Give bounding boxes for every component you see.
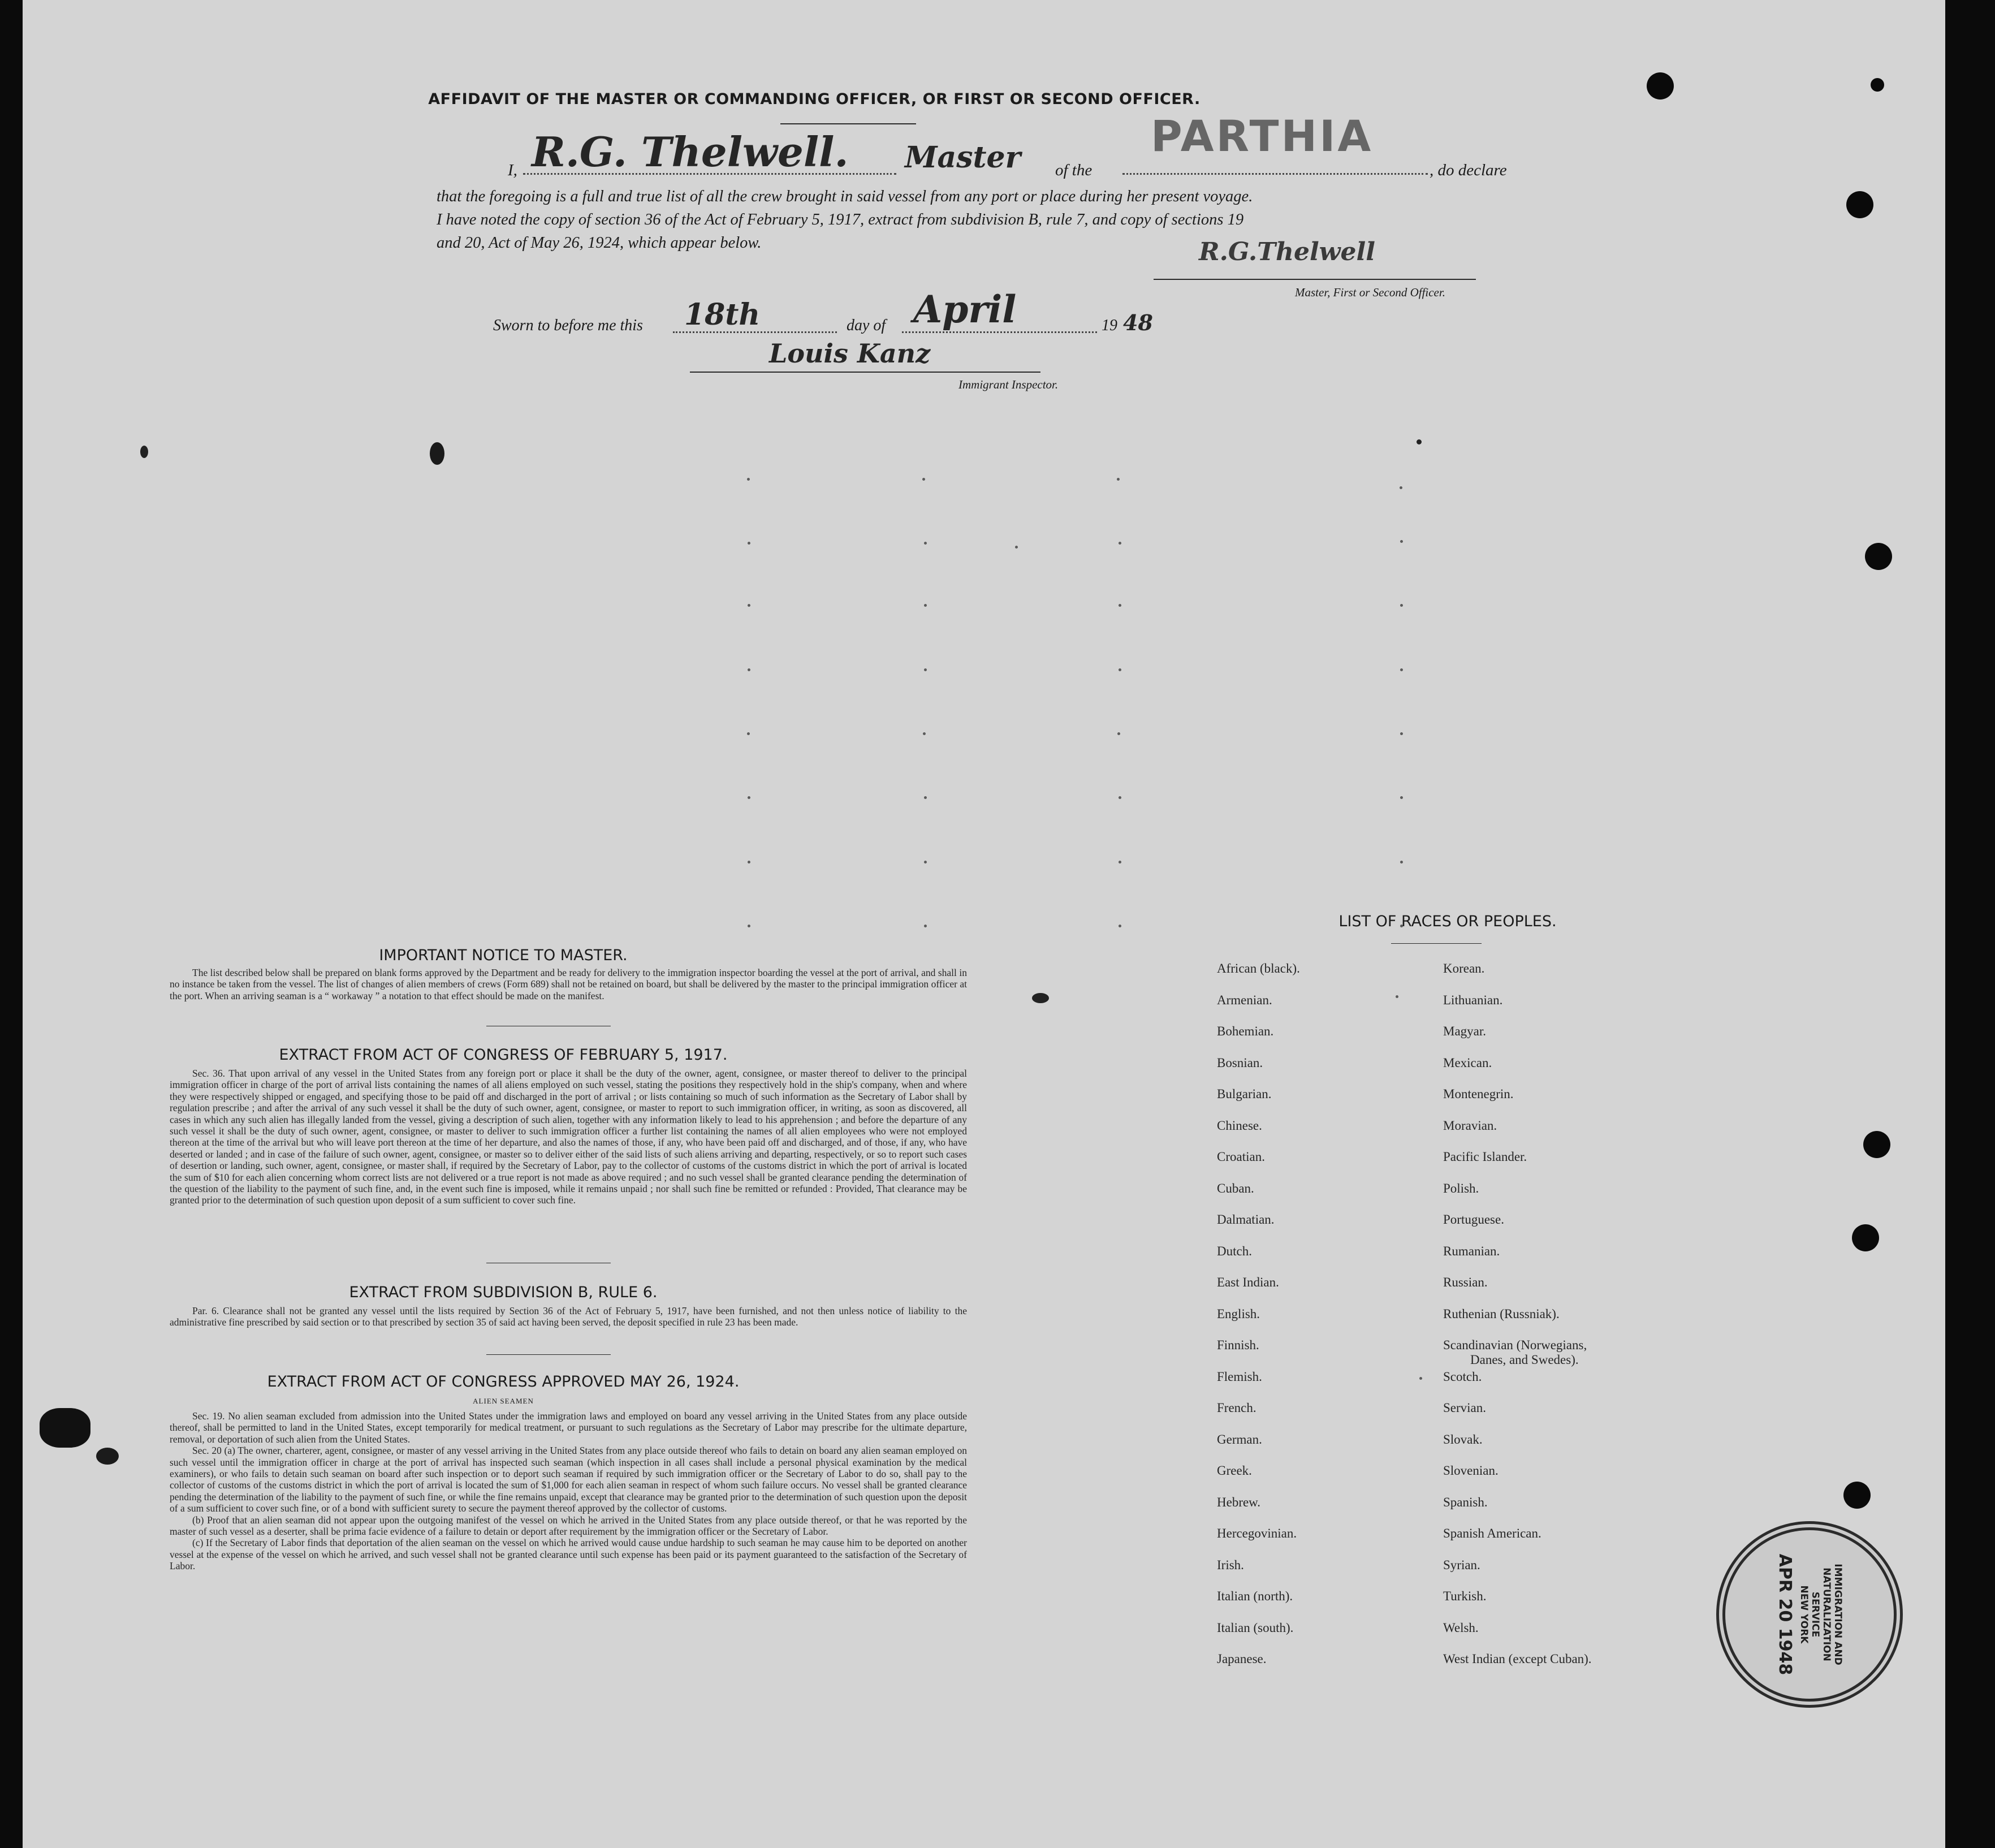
race-item: West Indian (except Cuban). [1443, 1652, 1592, 1666]
notice-title: IMPORTANT NOTICE TO MASTER. [379, 947, 628, 964]
race-item: Flemish. [1217, 1369, 1262, 1384]
immigration-date-stamp [1716, 1521, 1903, 1708]
master-name-handwritten: R.G. Thelwell. [532, 128, 849, 176]
race-item: African (black). [1217, 961, 1300, 975]
ink-blot [1032, 993, 1049, 1003]
extract-1917-title: EXTRACT FROM ACT OF CONGRESS OF FEBRUARY 5, 1917. [279, 1046, 728, 1064]
race-item: Japanese. [1217, 1652, 1267, 1666]
stamp-line: IMMIGRATION AND [1832, 1564, 1844, 1665]
race-item: Italian (south). [1217, 1620, 1294, 1635]
extract-1924-text: Sec. 19. No alien seaman excluded from admission into the United States under the immigration laws and employed on board any vessel arriving in the United States from any place outside thereof, shall be permitted to land in the United States, except temporarily for medical treatment, or pursuant to such regulations as the Secretary of Labor may prescribe for the ultimate departure, removal, or deportation of such alien from the United States. Sec. 20 (a) The owner, charterer, agent, consignee, or master of any vessel arriving in the United States from any place outside thereof who fails to detain on board any alien seaman employed on such vessel until the immigration officer in charge at the port of arrival has inspected such seaman (which inspection in all cases shall include a personal physical examination by the medical examiners), or who fails to detain such seaman on board after such inspection or to deport such seaman if required by such immigration officer or the Secretary of Labor to do so, shall pay to the collector of customs of the customs district in which the port of arrival is located the sum of $1,000 for each alien seaman in respect of whom such failure occurs. No vessel shall be granted clearance pending the determination of the liability to the payment of such fine, or while the fine remains unpaid, except that clearance may be granted prior to the determination of such question upon the deposit of a sum sufficient to cover such fine, or of a bond with sufficient surety to secure the payment thereof approved by the collector of customs. (b) Proof that an alien seaman did not appear upon the outgoing manifest of the vessel on which he arrived in the United States from any place outside thereof, or that he was reported by the master of such vessel as a deserter, shall be prima facie evidence of a failure to detain or deport after requirement by the immigration officer or the Secretary of Labor. (c) If the Secretary of Labor finds that deportation of the alien seaman on the vessel on which he arrived would cause undue hardship to such seaman he may cause him to be deported on another vessel at the expense of the vessel on which he arrived, and such vessel shall not be granted clearance until such expense has been paid or its payment guaranteed to the satisfaction of the Secretary of Labor. [170, 1410, 967, 1572]
race-item: Bohemian. [1217, 1024, 1274, 1038]
punch-hole [1846, 191, 1873, 218]
ink-blot [430, 442, 444, 465]
race-item: East Indian. [1217, 1275, 1279, 1289]
ink-blot [140, 446, 148, 458]
punch-hole [1863, 1131, 1890, 1158]
race-item: Slovenian. [1443, 1463, 1499, 1478]
races-rule [1391, 943, 1482, 944]
year-prefix: 19 [1102, 317, 1117, 334]
stamp-date: APR 20 1948 [1775, 1553, 1795, 1676]
race-item: Moravian. [1443, 1118, 1497, 1133]
inspector-line [690, 372, 1040, 373]
master-signature: R.G.Thelwell [1199, 238, 1375, 266]
race-item: Servian. [1443, 1401, 1487, 1415]
punch-hole [1852, 1224, 1879, 1251]
race-item: Russian. [1443, 1275, 1488, 1289]
affidavit-body-line: and 20, Act of May 26, 1924, which appear below. [437, 234, 762, 252]
do-declare-label: , do declare [1430, 161, 1507, 179]
stamp-line: SERVICE [1810, 1591, 1821, 1638]
affidavit-i: I, [508, 161, 517, 179]
race-item: Bulgarian. [1217, 1087, 1272, 1101]
race-item: Chinese. [1217, 1118, 1262, 1133]
race-item: Italian (north). [1217, 1589, 1293, 1603]
race-item: Hercegovinian. [1217, 1526, 1297, 1540]
race-item: Finnish. [1217, 1338, 1259, 1352]
race-item: French. [1217, 1401, 1256, 1415]
race-item: Pacific Islander. [1443, 1150, 1527, 1164]
document-page [23, 0, 1945, 1848]
race-item: Cuban. [1217, 1181, 1254, 1195]
race-item: Montenegrin. [1443, 1087, 1514, 1101]
race-item: Spanish American. [1443, 1526, 1541, 1540]
race-item: Croatian. [1217, 1150, 1265, 1164]
signature-line [1154, 279, 1476, 280]
extract-1924-title: EXTRACT FROM ACT OF CONGRESS APPROVED MAY 26, 1924. [267, 1373, 740, 1391]
stamp-line: NEW YORK [1798, 1585, 1810, 1644]
year-handwritten: 48 [1123, 310, 1153, 335]
race-item: Greek. [1217, 1463, 1252, 1478]
race-item: Welsh. [1443, 1620, 1479, 1635]
signature-caption: Master, First or Second Officer. [1295, 286, 1445, 299]
ink-blot [96, 1448, 119, 1465]
punch-hole [1865, 543, 1892, 570]
race-item: Slovak. [1443, 1432, 1483, 1447]
day-of-label: day of [847, 317, 886, 334]
inspector-signature: Louis Kanz [769, 338, 931, 369]
rule6-text: Par. 6. Clearance shall not be granted any vessel until the lists required by Section 36 of the Act of February 5, 1917, have been furnished, and not then unless notice of liability to the administrative fine prescribed by said section or to that prescribed by section 35 of said act having been served, the deposit specified in rule 23 has been made. [170, 1305, 967, 1328]
affidavit-title: AFFIDAVIT OF THE MASTER OR COMMANDING OFFICER, OR FIRST OR SECOND OFFICER. [428, 90, 1201, 108]
sworn-month-handwritten: April [913, 287, 1017, 331]
race-item: Syrian. [1443, 1557, 1480, 1572]
race-item: Irish. [1217, 1557, 1244, 1572]
race-item: Ruthenian (Russniak). [1443, 1306, 1560, 1321]
ink-blot [40, 1408, 90, 1448]
race-item: Mexican. [1443, 1055, 1492, 1070]
race-item: Portuguese. [1443, 1212, 1504, 1227]
race-item: Rumanian. [1443, 1243, 1500, 1258]
race-item: Hebrew. [1217, 1495, 1261, 1509]
section-rule [486, 1354, 611, 1355]
punch-hole [1843, 1482, 1871, 1509]
vessel-name-stamp: PARTHIA [1151, 111, 1374, 161]
notice-text: The list described below shall be prepared on blank forms approved by the Department and be ready for delivery to the immigration inspector boarding the vessel at the port of arrival, and shall in no instance be taken from the vessel. The list of changes of alien members of crews (Form 689) shall not be retained on board, but shall be delivered by the master to the principal immigration officer at the port. When an arriving seaman is a “ workaway ” a notation to that effect should be made on the manifest. [170, 967, 967, 1001]
master-rank-handwritten: Master [905, 140, 1021, 175]
affidavit-body-line: I have noted the copy of section 36 of the Act of February 5, 1917, extract from subdivision B, rule 7, and copy of sections 19 [437, 211, 1244, 228]
sworn-label: Sworn to before me this [493, 317, 643, 334]
stamp-line: NATURALIZATION [1821, 1568, 1833, 1661]
rule6-title: EXTRACT FROM SUBDIVISION B, RULE 6. [349, 1284, 658, 1301]
of-the-label: of the [1055, 161, 1092, 179]
race-item: Bosnian. [1217, 1055, 1263, 1070]
inspector-caption: Immigrant Inspector. [958, 378, 1059, 391]
race-item: Turkish. [1443, 1589, 1487, 1603]
sworn-day-handwritten: 18th [684, 297, 761, 332]
race-item: Armenian. [1217, 992, 1272, 1007]
race-item: Scandinavian (Norwegians, [1443, 1338, 1587, 1352]
race-item: Spanish. [1443, 1495, 1488, 1509]
sworn-month-line [902, 331, 1097, 333]
alien-seamen-subtitle: ALIEN SEAMEN [473, 1397, 534, 1405]
race-item: Dutch. [1217, 1243, 1252, 1258]
binder-mark [1871, 78, 1884, 92]
title-rule [780, 123, 916, 124]
races-title: LIST OF RACES OR PEOPLES. [1338, 913, 1557, 930]
punch-hole [1647, 72, 1674, 100]
race-item: English. [1217, 1306, 1260, 1321]
extract-1917-text: Sec. 36. That upon arrival of any vessel in the United States from any foreign port or place it shall be the duty of the owner, agent, consignee, or master thereof to deliver to the principal immigration officer in charge of the port of arrival lists containing the names of all aliens employed on such vessel, stating the positions they respectively hold in the ship's company, when and where they were respectively shipped or engaged, and specifying those to be paid off and discharged in the port of arrival ; or lists containing so much of such information as the Secretary of Labor shall by regulation prescribe ; and after the arrival of any such vessel it shall be the duty of such owner, agent, consignee, or master to report to such immigration officer, in writing, as soon as discovered, all cases in which any such alien has illegally landed from the vessel, giving a description of such alien, together with any information likely to lead to his apprehension ; and before the departure of any such vessel it shall be the duty of such owner, agent, consignee, or master to deliver to such immigration officer a further list containing the names of all alien employees who were not employed thereon at the time of the arrival but who will leave port thereon at the time of her departure, and also the names of those, if any, who have been paid off and discharged, and of those, if any, who have deserted or landed ; and in case of the failure of such owner, agent, consignee, or master so to deliver either of the said lists of such aliens arriving and departing, respectively, or so to report such cases of desertion or landing, such owner, agent, consignee, or master shall, if required by the Secretary of Labor, pay to the collector of customs of the customs district in which the port of arrival is located the sum of $10 for each alien concerning whom correct lists are not delivered or a true report is not made as above required ; and no such vessel shall be granted clearance pending the determination of the question of the liability to the payment of such fine, and, in the event such fine is imposed, while it remains unpaid ; nor shall such fine be remitted or refunded : Provided, That clearance may be granted prior to the determination of such question upon deposit of a sum sufficient to cover such fine. [170, 1068, 967, 1206]
race-item: German. [1217, 1432, 1262, 1447]
race-item: Magyar. [1443, 1024, 1487, 1038]
race-item: Korean. [1443, 961, 1485, 975]
race-item: Lithuanian. [1443, 992, 1503, 1007]
race-item: Polish. [1443, 1181, 1479, 1195]
race-item: Dalmatian. [1217, 1212, 1275, 1227]
race-item: Scotch. [1443, 1369, 1482, 1384]
race-item-note: Danes, and Swedes). [1470, 1353, 1579, 1367]
affidavit-body-line: that the foregoing is a full and true list of all the crew brought in said vessel from any port or place during her present voyage. [437, 188, 1253, 205]
vessel-line [1122, 173, 1428, 175]
